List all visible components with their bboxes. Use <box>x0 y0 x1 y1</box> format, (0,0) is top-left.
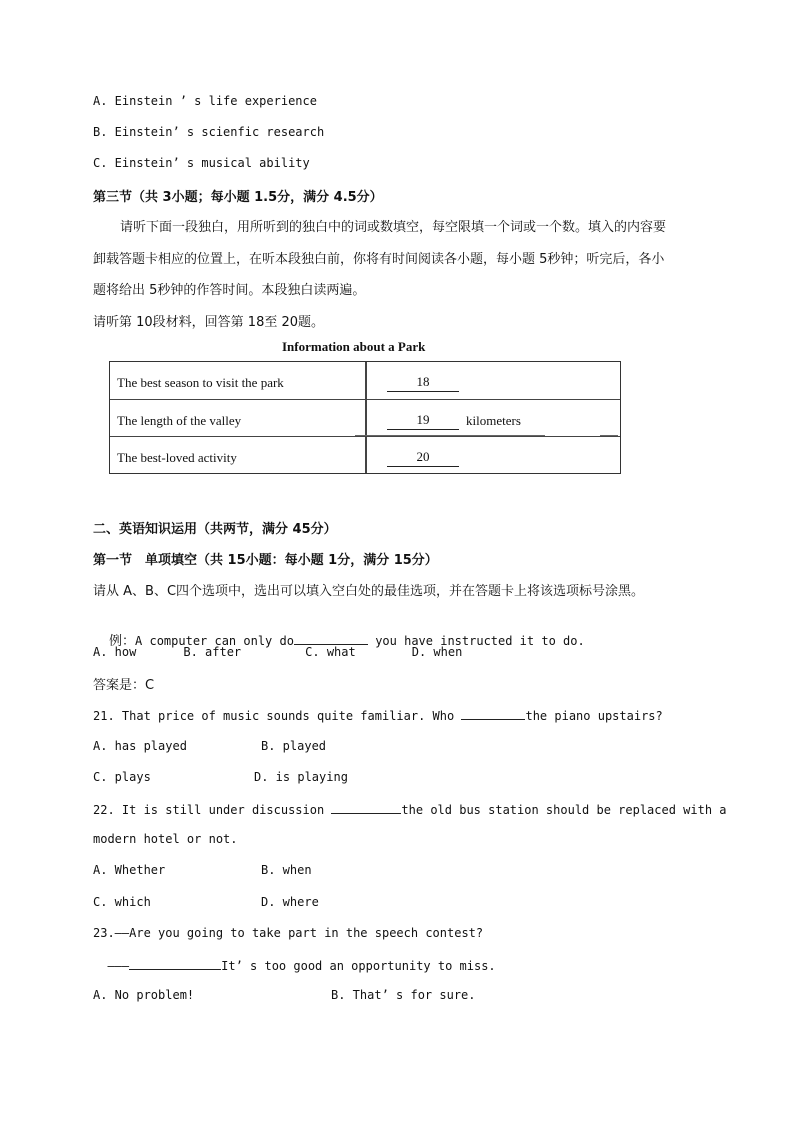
example-options <box>93 645 462 659</box>
part2-heading: 二、英语知识运用（共两节，满分 45分） <box>93 522 337 537</box>
blank-18: 18 <box>387 374 459 392</box>
option-a-prev: A. Einstein ’ s life experience <box>93 94 317 108</box>
answer-blank <box>294 632 368 645</box>
option-c-prev: C. Einstein’ s musical ability <box>93 156 310 170</box>
q21-option-a: A. has played <box>93 739 187 753</box>
question-21 <box>93 707 663 723</box>
table-row <box>110 399 620 437</box>
q23-dash: ——— <box>93 959 130 973</box>
blank-19: 19 <box>387 412 459 430</box>
row-label: The best-loved activity <box>117 450 237 465</box>
q22-stem-1: 22. It is still under discussion <box>93 803 332 817</box>
scan-artifact-line <box>600 435 618 436</box>
q22-stem-2: the old bus station should be replaced with a <box>401 803 727 817</box>
example-option-c: C. what <box>305 645 356 659</box>
scan-artifact-line <box>355 435 545 436</box>
example-option-a: A. how <box>93 645 137 659</box>
example-stem-1: A computer can only do <box>135 634 294 648</box>
example-option-b: B. after <box>183 645 242 659</box>
q21-option-b: B. played <box>261 739 327 753</box>
q23-option-a: A. No problem! <box>93 988 195 1002</box>
example-question <box>93 612 585 668</box>
section1-instruction: 请从 A、B、C四个选项中，选出可以填入空白处的最佳选项，并在答题卡上将该选项标号涂黑。 <box>93 584 645 599</box>
q23-reply <box>93 957 496 973</box>
question-22 <box>93 801 727 817</box>
answer-blank <box>331 801 401 814</box>
unit-label: kilometers <box>466 413 521 428</box>
blank-20: 20 <box>387 449 459 467</box>
section3-heading: 第三节（共 3小题；每小题 1.5分，满分 4.5分） <box>93 190 383 205</box>
q22-stem-3: modern hotel or not. <box>93 832 238 846</box>
q21-option-d: D. is playing <box>254 770 348 784</box>
answer-blank <box>461 707 525 720</box>
section3-instruction-line2: 卸载答题卡相应的位置上，在听本段独白前，你将有时间阅读各小题，每小题 5秒钟；听完后，各小 <box>93 252 665 267</box>
table-row <box>110 436 620 474</box>
example-answer: 答案是：C <box>93 678 155 693</box>
question-23: 23.——Are you going to take part in the speech contest? <box>93 926 484 940</box>
q22-option-a: A. Whether <box>93 863 166 877</box>
example-prefix: 例： <box>109 634 136 649</box>
table-title: Information about a Park <box>282 339 426 354</box>
q21-stem-1: 21. That price of music sounds quite familiar. Who <box>93 709 462 723</box>
row-label: The best season to visit the park <box>117 375 284 390</box>
example-stem-2: you have instructed it to do. <box>367 634 585 648</box>
option-b-prev: B. Einstein’ s scienfic research <box>93 125 325 139</box>
example-option-d: D. when <box>411 645 463 659</box>
q23-option-b: B. That’ s for sure. <box>331 988 476 1002</box>
answer-blank <box>129 957 221 970</box>
q23-stem-2: It’ s too good an opportunity to miss. <box>221 959 496 973</box>
q21-stem-2: the piano upstairs? <box>525 709 663 723</box>
info-table <box>109 361 621 474</box>
q22-option-d: D. where <box>261 895 319 909</box>
section1-heading: 第一节 单项填空（共 15小题：每小题 1分，满分 15分） <box>93 553 438 568</box>
q22-option-b: B. when <box>261 863 312 877</box>
table-row <box>110 362 620 399</box>
row-label: The length of the valley <box>117 413 242 428</box>
q22-option-c: C. which <box>93 895 151 909</box>
material-instruction: 请听第 10段材料，回答第 18至 20题。 <box>93 315 325 330</box>
section3-instruction-line3: 题将给出 5秒钟的作答时间。本段独白读两遍。 <box>93 283 366 298</box>
section3-instruction-line1: 请听下面一段独白，用所听到的独白中的词或数填空，每空限填一个词或一个数。填入的内容要 <box>120 220 667 235</box>
q21-option-c: C. plays <box>93 770 151 784</box>
